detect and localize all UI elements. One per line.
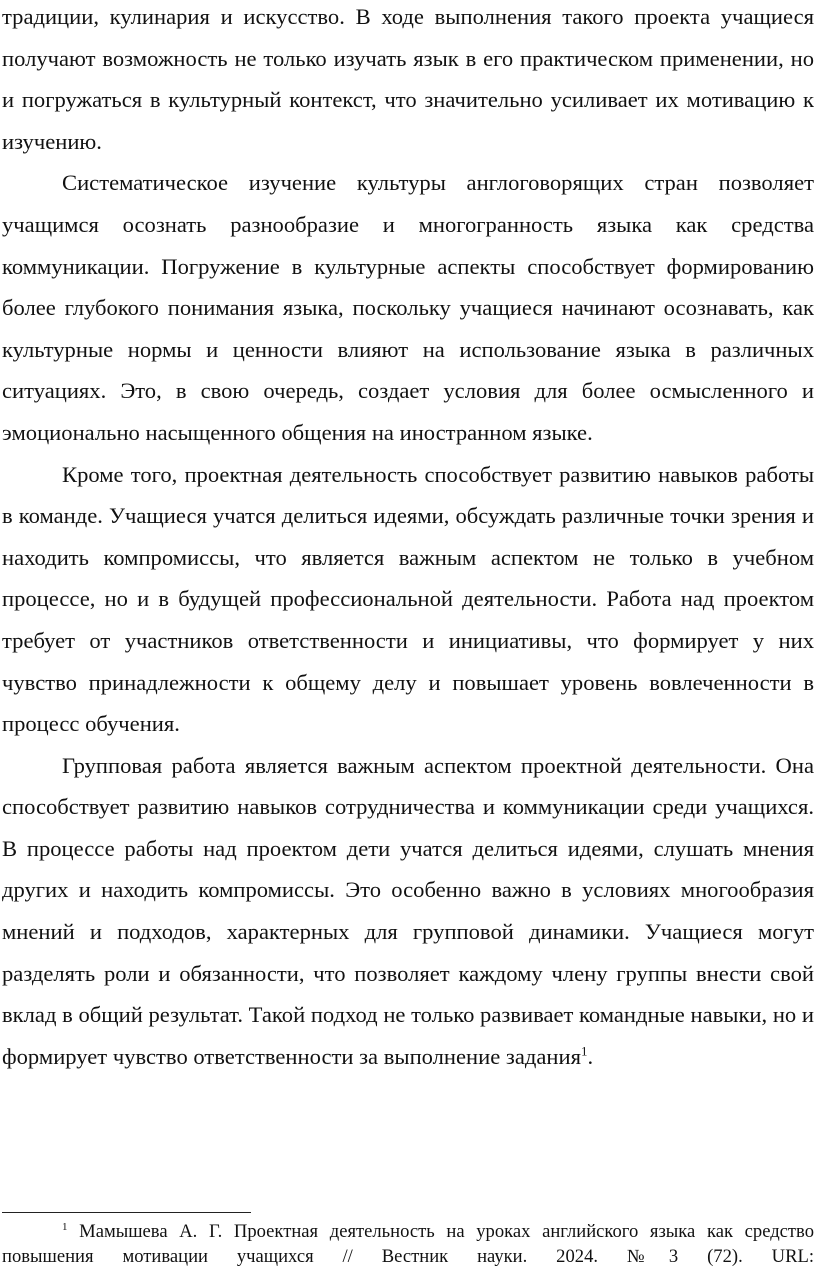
footnote-marker: 1 <box>62 1220 68 1233</box>
paragraph-group-work-text: Групповая работа является важным аспектом проектной деятельности. Она способствует развитию навыков сотрудничества и коммуникации среди учащихся. В процессе работы над проектом дети учатся делиться идеями, слушать мнения других и находить компромиссы. Это особенно важно в условиях многообразия мнений и подходов, характерных для групповой динамики. Учащиеся могут разделять роли и обязанности, что позволяет каждому члену группы внести свой вклад в общий результат. Такой подход не только развивает командные навыки, но и формирует чувство ответственности за выполнение задания <box>2 752 814 1069</box>
paragraph-culture-study: Систематическое изучение культуры англоговорящих стран позволяет учащимся осознать разнообразие и многогранность языка как средства коммуникации. Погружение в культурные аспекты способствует формированию более глубокого понимания языка, поскольку учащиеся начинают осознавать, как культурные нормы и ценности влияют на использование языка в различных ситуациях. Это, в свою очередь, создает условия для более осмысленного и эмоционально насыщенного общения на иностранном языке. <box>2 170 814 445</box>
paragraph-teamwork: Кроме того, проектная деятельность способствует развитию навыков работы в команде. Учащиеся учатся делиться идеями, обсуждать различные точки зрения и находить компромиссы, что является важным аспектом не только в учебном процессе, но и в будущей профессиональной деятельности. Работа над проектом требует от участников ответственности и инициативы, что формирует у них чувство принадлежности к общему делу и повышает уровень вовлеченности в процесс обучения. <box>2 461 814 737</box>
footnote-separator <box>2 1212 251 1213</box>
footnote <box>2 1219 814 1269</box>
footnote-reference[interactable]: 1 <box>580 1043 588 1059</box>
paragraph-continuation: традиции, кулинария и искусство. В ходе выполнения такого проекта учащиеся получают возможность не только изучать язык в его практическом применении, но и погружаться в культурный контекст, что значительно усиливает их мотивацию к изучению. <box>2 4 814 154</box>
paragraph-end-punctuation: . <box>587 1043 594 1069</box>
paragraph-group-work <box>2 745 814 1078</box>
body-text <box>2 0 814 1077</box>
footnote-entry <box>2 1219 814 1269</box>
footnote-text: Мамышева А. Г. Проектная деятельность на уроках английского языка как средство повышения мотивации учащихся // Вестник науки. 2024. №3 (72). URL: <box>2 1221 814 1267</box>
